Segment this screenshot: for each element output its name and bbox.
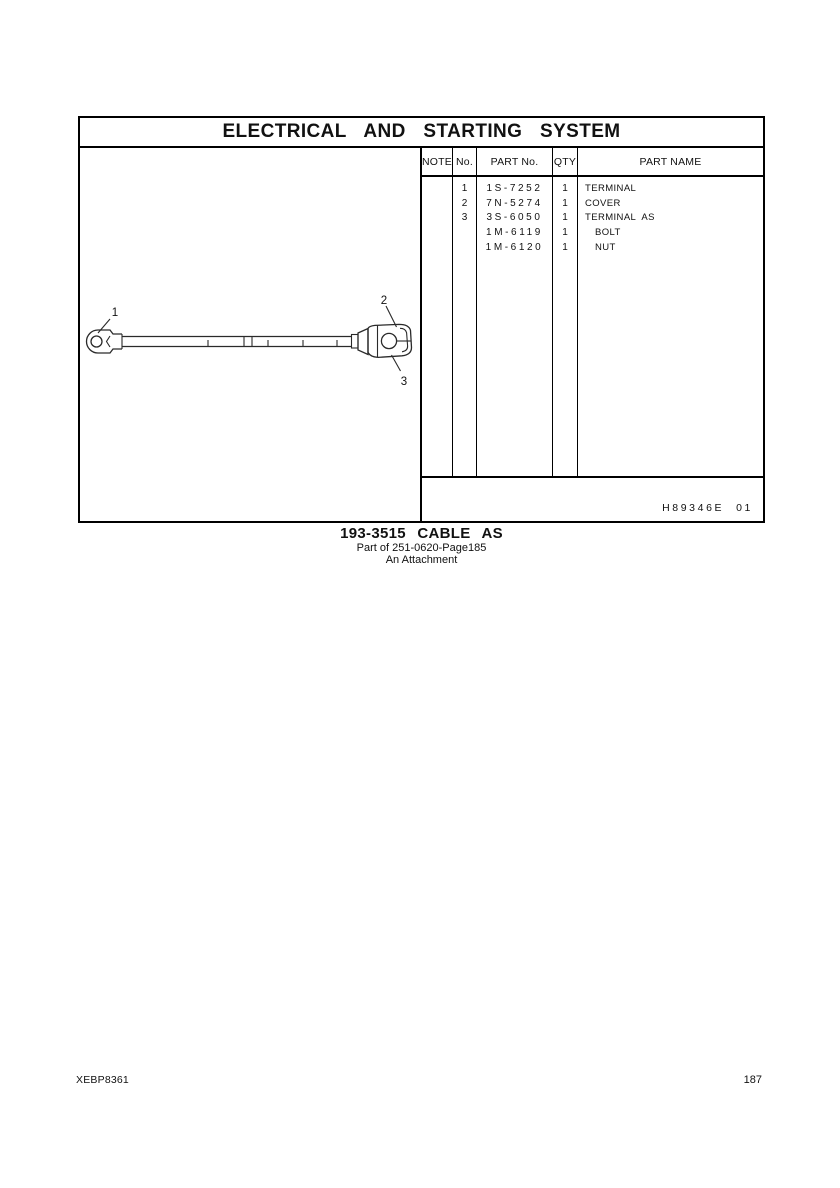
battery-clamp (352, 324, 412, 357)
header-qty: QTY (553, 148, 578, 175)
caption-attachment-note: An Attachment (385, 554, 458, 566)
cell-part-no: 3S-6050 (486, 212, 543, 224)
column-no (453, 177, 477, 476)
column-qty (553, 177, 578, 476)
cell-part-name: NUT (595, 241, 616, 253)
cell-qty: 1 (562, 183, 568, 194)
cell-part-name: BOLT (595, 227, 621, 239)
parts-table-body (422, 177, 763, 476)
figure-frame (78, 116, 765, 523)
parts-table (420, 148, 763, 521)
cell-part-name: TERMINAL (585, 183, 637, 194)
figure-body (80, 148, 763, 521)
figure-caption (78, 526, 765, 566)
caption-parent-ref: Part of 251-0620-Page185 (356, 542, 487, 554)
cell-part-name: COVER (585, 197, 621, 209)
cell-note (422, 226, 452, 241)
cell-no: 1 (461, 183, 468, 194)
cell-no: 2 (461, 197, 468, 209)
cell-qty: 1 (562, 227, 568, 239)
page-number: 187 (743, 1074, 762, 1086)
caption-part-title: 193-3515 CABLE AS (340, 525, 503, 542)
column-part-no (477, 177, 553, 476)
cell-part-no: 1S-7252 (486, 183, 543, 194)
cell-qty: 1 (562, 197, 568, 209)
cell-part-no: 1M-6120 (485, 241, 544, 253)
cell-note (422, 211, 452, 226)
revision-number: 01 (736, 502, 753, 514)
cell-no (453, 241, 476, 256)
page-title: ELECTRICAL AND STARTING SYSTEM (80, 118, 763, 148)
revision-text (662, 502, 753, 514)
callouts (98, 295, 407, 388)
revision-code: H89346E (662, 502, 725, 514)
cell-no (453, 226, 476, 241)
cell-note (422, 182, 452, 197)
revision-box (422, 476, 763, 521)
callout-3-label: 3 (400, 376, 408, 388)
column-note (422, 177, 453, 476)
header-part-no: PART No. (477, 148, 553, 175)
cell-no: 3 (461, 212, 468, 224)
column-part-name (578, 177, 763, 476)
cell-qty: 1 (562, 241, 568, 253)
ring-terminal (87, 330, 123, 353)
terminal-hole (91, 336, 102, 347)
header-no: No. (453, 148, 477, 175)
cable-body (122, 337, 352, 347)
callout-2-label: 2 (380, 295, 388, 307)
cell-part-no: 7N-5274 (486, 197, 543, 209)
clamp-bolt-hole (381, 333, 396, 348)
header-note: NOTE (422, 148, 453, 175)
parts-table-header (422, 148, 763, 177)
header-part-name: PART NAME (639, 155, 702, 168)
callout-1-label: 1 (111, 307, 119, 319)
cell-part-name: TERMINAL AS (585, 212, 655, 224)
document-code: XEBP8361 (76, 1074, 129, 1086)
cell-part-no: 1M-6119 (486, 227, 543, 239)
cell-note (422, 241, 452, 256)
cell-note (422, 197, 452, 212)
cell-qty: 1 (562, 212, 568, 224)
